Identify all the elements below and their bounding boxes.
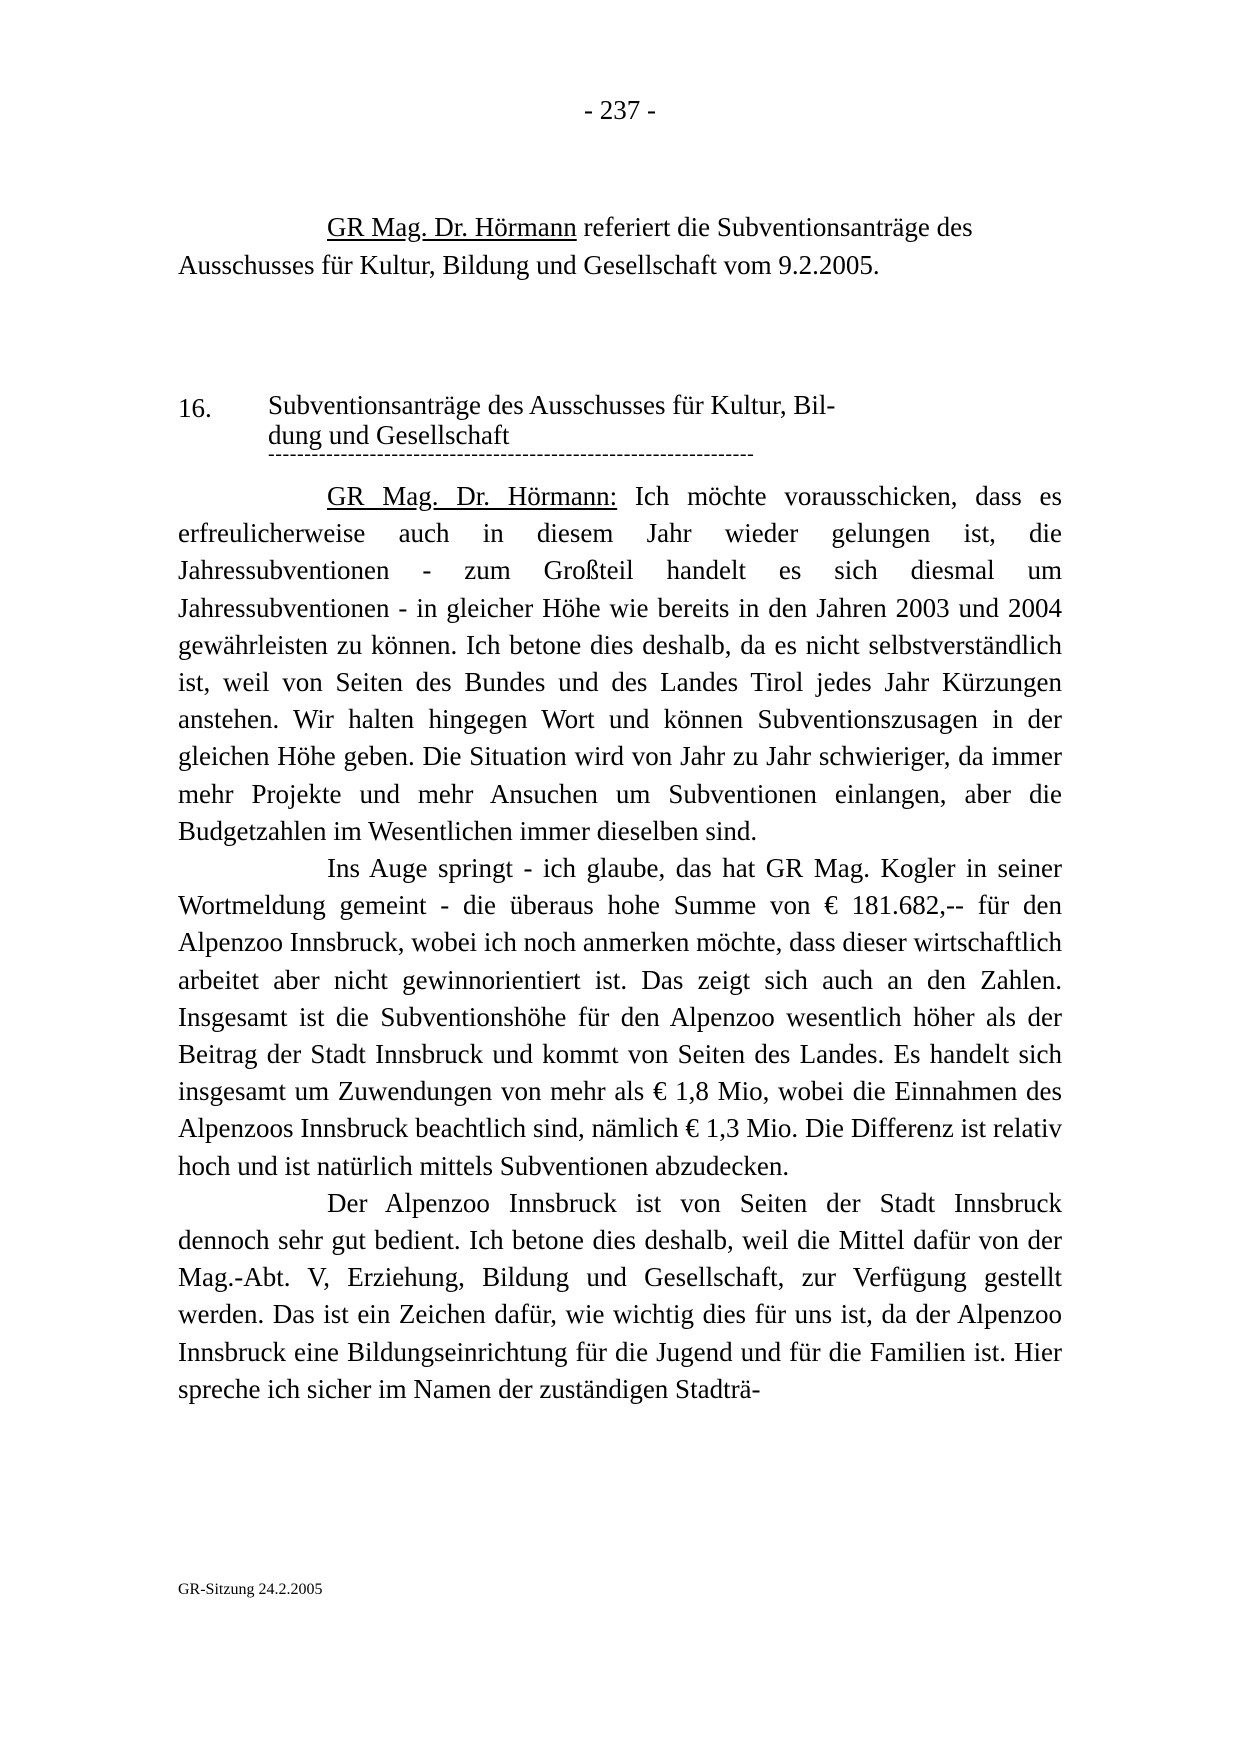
speech-paragraph-1-text: Ich möchte vorausschicken, dass es erfreulicherweise auch in diesem Jahr wieder gelungen ist, die Jahressubventionen - zum Großteil handelt es sich diesmal um Jahressubventionen - in gleicher Höhe wie bereits in den Jahren 2003 und 2004 gewährleisten zu können. Ich betone dies deshalb, da es nicht selbstverständlich ist, weil von Seiten des Bundes und des Landes Tirol jedes Jahr Kürzungen anstehen. Wir halten hingegen Wort und können Subventionszusagen in der gleichen Höhe geben. Die Situation wird von Jahr zu Jahr schwieriger, da immer mehr Projekte und mehr Ansuchen um Subventionen einlangen, aber die Budgetzahlen im Wesentlichen immer dieselben sind. bbox=[178, 481, 1062, 846]
speech-speaker: GR Mag. Dr. Hörmann: bbox=[327, 481, 618, 511]
intro-speaker: GR Mag. Dr. Hörmann bbox=[327, 212, 577, 242]
intro-paragraph bbox=[178, 208, 1062, 284]
agenda-number: 16. bbox=[178, 393, 212, 423]
speech-paragraph-2: Ins Auge springt - ich glaube, das hat GR Mag. Kogler in seiner Wortmeldung gemeint - die überaus hohe Summe von € 181.682,-- für den Alpenzoo Innsbruck, wobei ich noch anmerken möchte, dass dieser wirtschaftlich arbeitet aber nicht gewinnorientiert ist. Das zeigt sich auch an den Zahlen. Insgesamt ist die Subventionshöhe für den Alpenzoo wesentlich höher als der Beitrag der Stadt Innsbruck und kommt von Seiten des Landes. Es handelt sich insgesamt um Zuwendungen von mehr als € 1,8 Mio, wobei die Einnahmen des Alpenzoos Innsbruck beachtlich sind, nämlich € 1,3 Mio. Die Differenz ist relativ hoch und ist natürlich mittels Subventionen abzudecken. bbox=[178, 853, 1062, 1181]
page-number: - 237 - bbox=[584, 95, 656, 125]
page-footer: GR-Sitzung 24.2.2005 bbox=[178, 1581, 323, 1598]
speech-body bbox=[178, 478, 1062, 1408]
agenda-title bbox=[268, 390, 988, 450]
agenda-separator: ------------------------------------------------------------------- bbox=[268, 444, 755, 464]
agenda-title-line2: dung und Gesellschaft bbox=[268, 420, 510, 450]
speech-paragraph-1 bbox=[178, 478, 1062, 850]
agenda-title-line1: Subventionsanträge des Ausschusses für Kultur, Bil- bbox=[268, 390, 836, 420]
speech-paragraph-3: Der Alpenzoo Innsbruck ist von Seiten der Stadt Innsbruck dennoch sehr gut bedient. Ich betone dies deshalb, weil die Mittel dafür von der Mag.-Abt. V, Erziehung, Bildung und Gesellschaft, zur Verfügung gestellt werden. Das ist ein Zeichen dafür, wie wichtig dies für uns ist, da der Alpenzoo Innsbruck eine Bildungseinrichtung für die Jugend und für die Familien ist. Hier spreche ich sicher im Namen der zuständigen Stadträ- bbox=[178, 1187, 1062, 1404]
intro-text: referiert die Subventionsanträge des Ausschusses für Kultur, Bildung und Gesellschaft vom 9.2.2005. bbox=[178, 212, 973, 280]
